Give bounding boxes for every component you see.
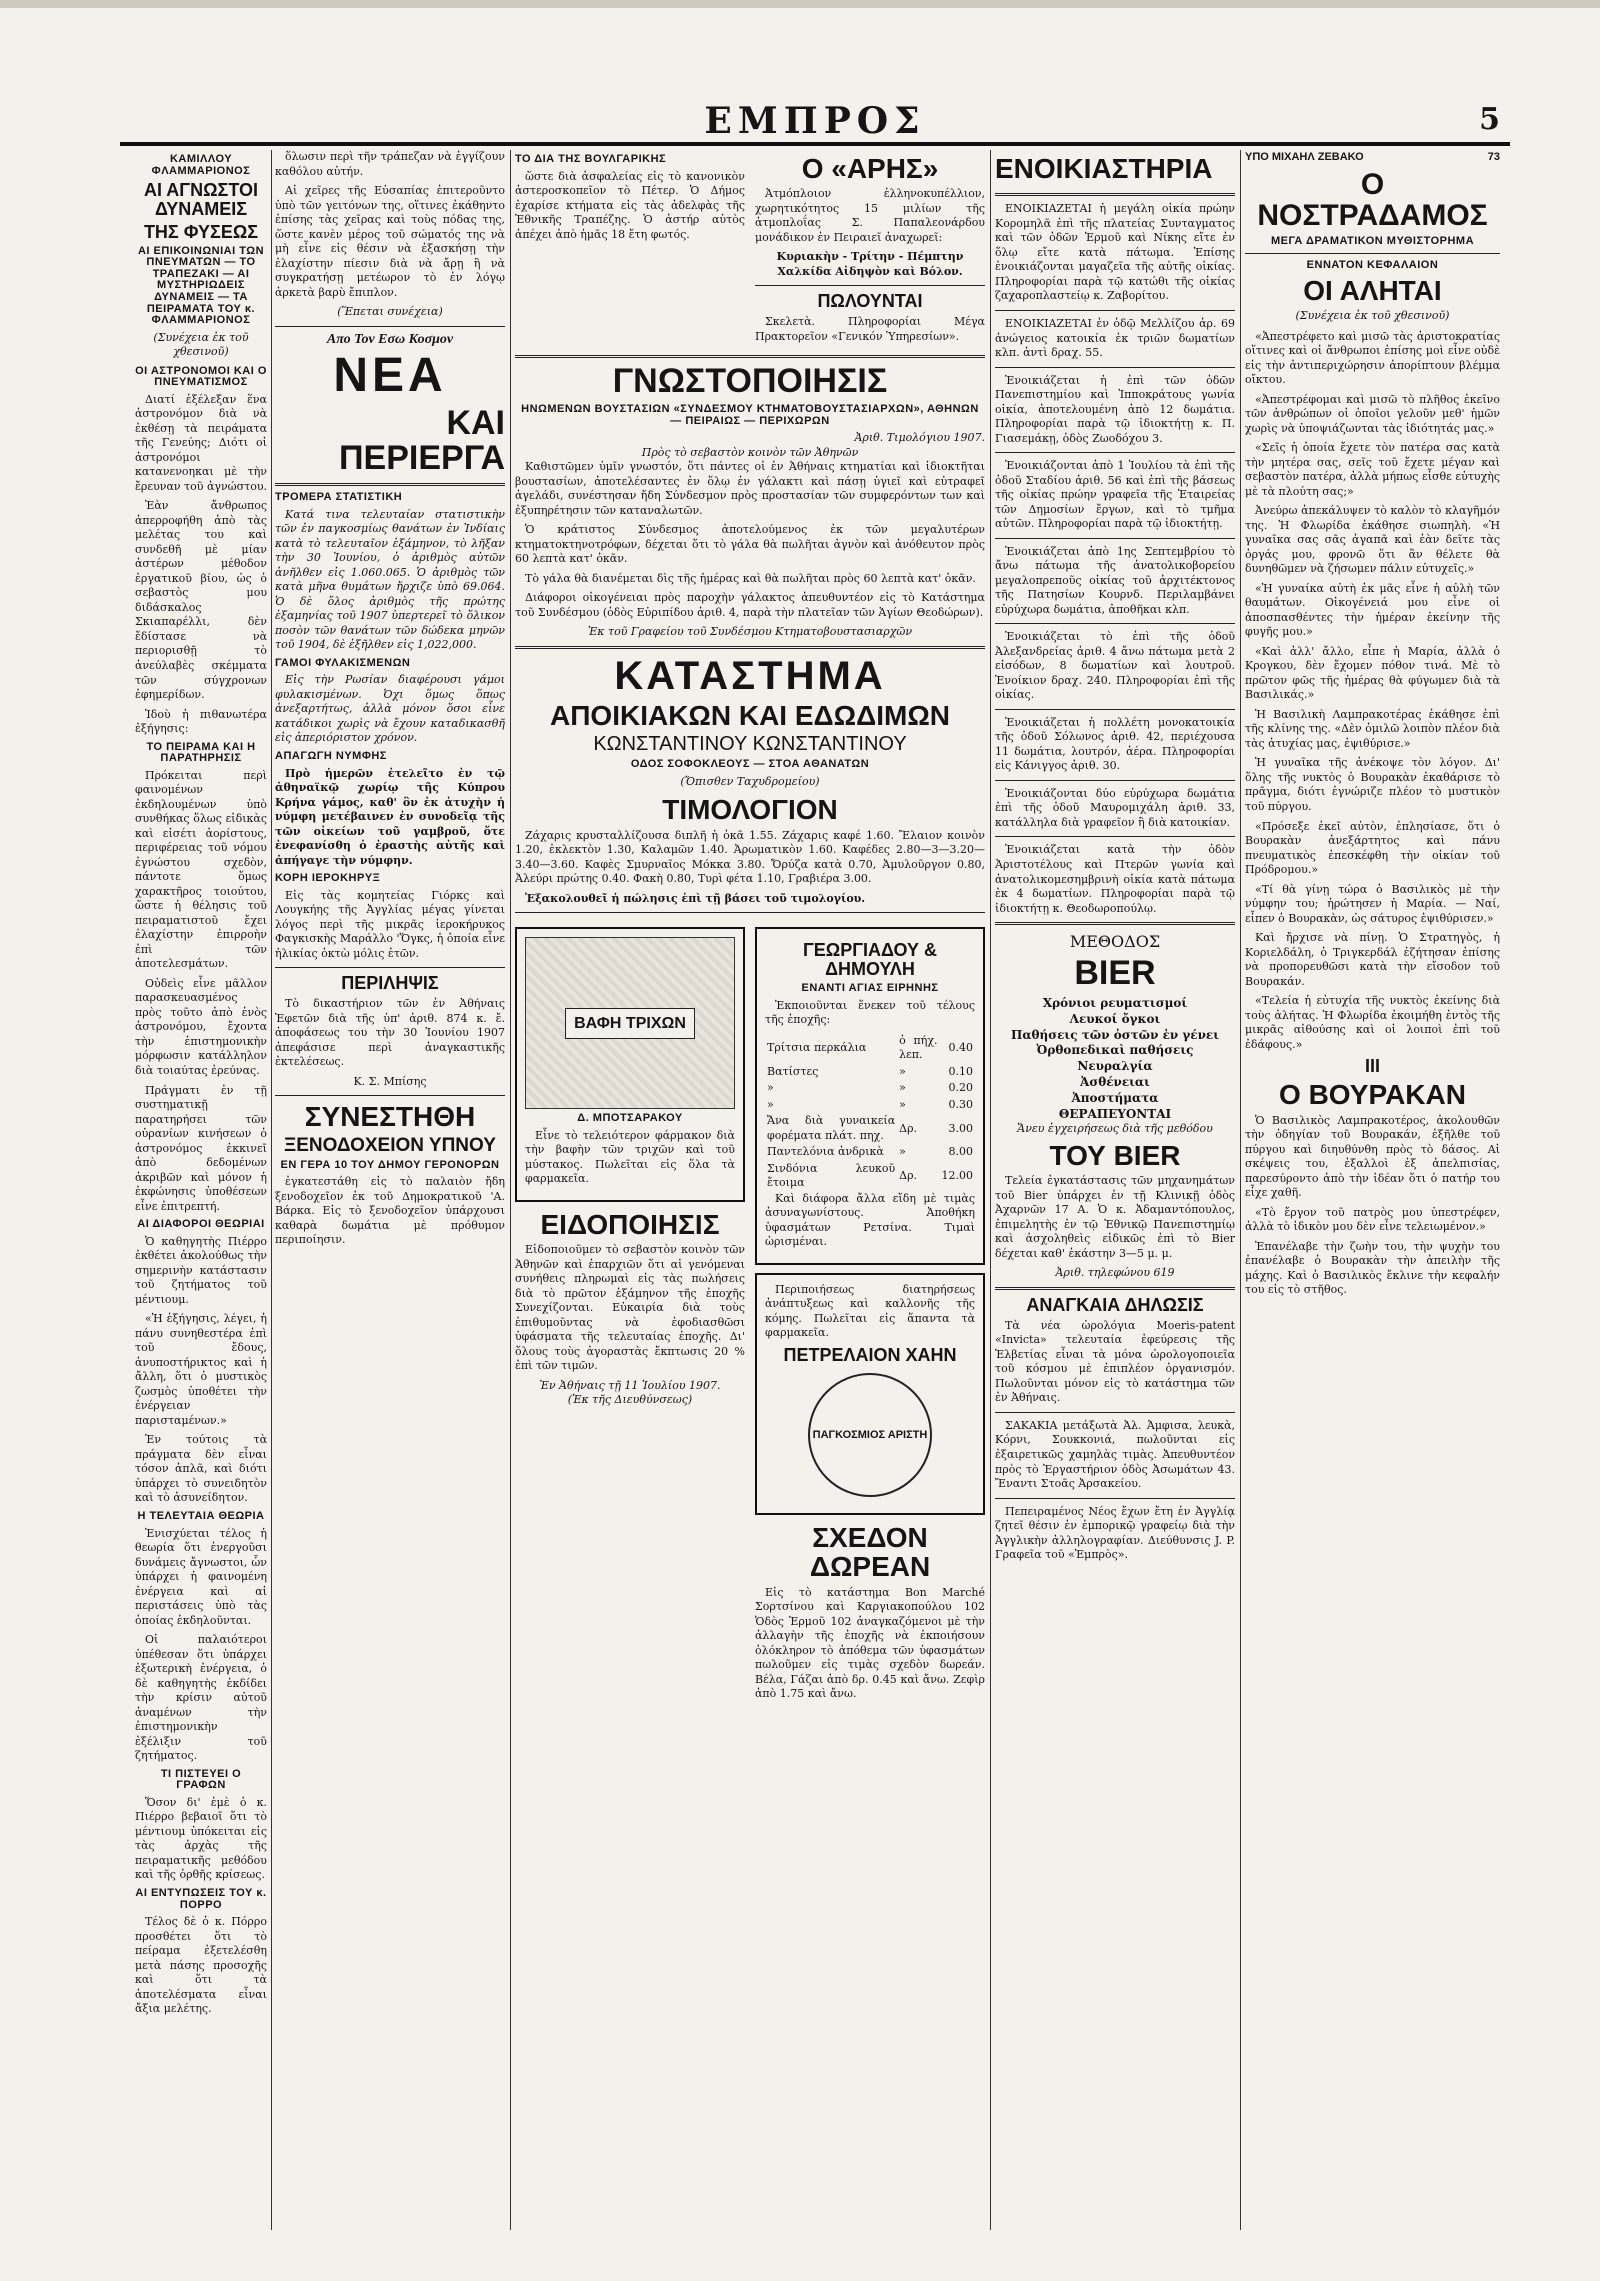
divider bbox=[995, 538, 1235, 539]
bier-condition: ΘΕΡΑΠΕΥΟΝΤΑΙ bbox=[1058, 1106, 1172, 1121]
price-cell: » bbox=[899, 1097, 906, 1111]
divider bbox=[995, 1498, 1235, 1499]
store-owner: ΚΩΝΣΤΑΝΤΙΝΟΥ ΚΩΝΣΤΑΝΤΙΝΟΥ bbox=[593, 733, 907, 756]
section-heading: ΤΙ ΠΙΣΤΕΥΕΙ Ο ΓΡΑΦΩΝ bbox=[160, 1767, 242, 1792]
price-cell: » bbox=[767, 1081, 774, 1095]
price-cell: » bbox=[899, 1145, 906, 1159]
paragraph: Ἐν τούτοις τὰ πράγματα δὲν εἶναι τόσον ἁπλᾶ, καὶ διότι ὑπάρχει τὸ συνειδητὸν καὶ τὸ ἀσυνείδητον. bbox=[135, 1433, 267, 1505]
ad-heading: ΣΥΝΕΣΤΗΘΗ bbox=[304, 1101, 476, 1133]
paragraph: «Ἀπεστρέφομαι καὶ μισῶ τὸ πλῆθος ἐκεῖνο τῶν ἀνθρώπων οἱ ὁποῖοι γελοῦν μεθ' ἡμῶν χωρὶς νὰ ὑποψιάζωνται τὰς ἰδιότητάς μας.» bbox=[1245, 392, 1500, 435]
paragraph: Πεπειραμένος Νέος ἔχων ἔτη ἐν Ἀγγλίᾳ ζητεῖ θέσιν ἐν ἐμπορικῷ γραφείῳ διὰ τὴν Ἀγγλικὴν ἀλληλογραφίαν. Διεύθυνσις J. P. Γραφεῖα τοῦ «Ἐμπρὸς». bbox=[995, 1504, 1235, 1562]
paragraph: «Ἀπεστρέφετο καὶ μισῶ τὰς ἀριστοκρατίας οἵτινες καὶ οἱ ἄνθρωποι ἐπίσης μοὶ εἶνε οὐδὲ εἰς τὴν ἀντιπεριχώρησιν ἀπορίπτουν βλέμμα οἴκτου. bbox=[1245, 329, 1500, 387]
seal-text: ΠΑΓΚΟΣΜΙΟΣ ΑΡΙΣΤΗ bbox=[812, 1428, 928, 1441]
divider bbox=[995, 367, 1235, 368]
store-location-note: (Ὄπισθεν Ταχυδρομείου) bbox=[680, 774, 820, 788]
paragraph: Ἐνοικιάζονται δύο εὐρύχωρα δωμάτια ἐπὶ τῆς ὁδοῦ Μαυρομιχάλη ἀριθ. 33, κατάλληλα διὰ γραφεῖον ἢ διὰ κατοικίαν. bbox=[995, 786, 1235, 829]
paragraph: Διατί ἐξέλεξαν ἕνα ἀστρονόμον διὰ νὰ ἐκθέσῃ τὰ πειράματα τῆς Γενεύης; Διότι οἱ ἀστρονόμοι κατανενοηκαι μὲ τὴν ἔρευναν τοῦ ἀγνώστου. bbox=[135, 392, 267, 493]
divider bbox=[515, 646, 985, 649]
store-heading: ΚΑΤΑΣΤΗΜΑ bbox=[614, 653, 886, 698]
divider bbox=[275, 326, 505, 327]
price-cell: Ἄνα διὰ γυναικεία φορέματα πλάτ. πηχ. bbox=[767, 1114, 896, 1142]
price-cell: Δρ. bbox=[899, 1121, 918, 1135]
announcement-heading: ΓΝΩΣΤΟΠΟΙΗΣΙΣ bbox=[612, 362, 888, 401]
paragraph: Ὅσον δι' ἐμὲ ὁ κ. Πιέρρο βεβαιοῖ ὅτι τὸ μέντιουμ ὑπόκειται εἰς τὰς ἀρχὰς τῆς πειραματικῆς μεθόδου καὶ τῆς ὀρθῆς κρίσεως. bbox=[135, 1795, 267, 1882]
textiles-ad bbox=[755, 927, 985, 1265]
paragraph: «Ἡ γυναίκα αὐτὴ ἐκ μᾶς εἶνε ἡ αὐλὴ τῶν θαυμάτων. Οἰκογένειά μου εἶνε οἱ ἀποσπασθέντες τὴν ἡμέραν ἐκείνην τῆς φυγῆς μου.» bbox=[1245, 581, 1500, 639]
bier-condition: Ὀρθοπεδικαὶ παθήσεις bbox=[1036, 1043, 1194, 1058]
divider bbox=[755, 285, 985, 286]
ad-heading-3: ΕΝ ΓΕΡΑ 10 ΤΟΥ ΔΗΜΟΥ ΓΕΡΟΝΟΡΩΝ bbox=[280, 1158, 500, 1171]
paragraph: Ἐπανέλαβε τὴν ζωὴν του, τὴν ψυχὴν του ἐπανέλαβε ὁ Βουρακὰν τὴν ἀπειλὴν τῆς μάχης. Καὶ ὁ Βασιλικὸς ἔκλινε τὴν κεφαλήν του εἰς τὸ στῆθος. bbox=[1245, 1239, 1500, 1297]
price-cell: 0.20 bbox=[948, 1081, 973, 1095]
bier-condition: Ἀποστήματα bbox=[1071, 1090, 1159, 1105]
chapter-title: ΟΙ ΑΛΗΤΑΙ bbox=[1303, 274, 1442, 306]
paragraph: «Τὸ ἔργον τοῦ πατρὸς μου ὑπεστρέφεν, ἀλλὰ τὸ ἰδικὸν μου δὲν εἶνε τελειωμένον.» bbox=[1245, 1205, 1500, 1234]
column-divider bbox=[271, 150, 272, 2230]
paragraph: Ὁ κράτιστος Σύνδεσμος ἀποτελούμενος ἐκ τῶν μεγαλυτέρων κτηματοκτηνοτρόφων, δέχεται ὅτι τὸ γάλα θὰ πωλῆται ἀγνὸν καὶ ἀνόθευτον πρὸς 60 λεπτὰ κατ' ὀκᾶν. bbox=[515, 523, 985, 566]
divider bbox=[275, 483, 505, 486]
price-cell: » bbox=[899, 1064, 906, 1078]
divider bbox=[995, 709, 1235, 710]
divider bbox=[995, 836, 1235, 837]
item-heading: ΓΑΜΟΙ ΦΥΛΑΚΙΣΜΕΝΩΝ bbox=[275, 656, 411, 669]
paragraph: «Καὶ ἀλλ' ἄλλο, εἶπε ἡ Μαρία, ἀλλὰ ὁ Κρογκου, δὲν ἔχομεν πόθον τινά. Μὲ τὸ πρῶτον φῶς τῆς ἡμέρας θὰ φύγωμεν διὰ τὰ Βασιλικάς.» bbox=[1245, 644, 1500, 702]
paragraph: Εἶνε τὸ τελειότερον φάρμακον διὰ τὴν βαφὴν τῶν τριχῶν καὶ τοῦ μύστακος. Πωλεῖται εἰς ὅλα τὰ φαρμακεῖα. bbox=[525, 1128, 735, 1186]
chapter-number: III bbox=[1364, 1056, 1380, 1077]
paragraph: Σκελετὰ. Πληροφορίαι Μέγα Πρακτορεῖον «Γενικόν Ὑπηρεσίων». bbox=[755, 315, 985, 343]
signature: Κ. Σ. Μπίσης bbox=[353, 1074, 427, 1088]
price-cell: ὁ πήχ. λεπ. bbox=[899, 1033, 938, 1062]
paragraph: Ἐνοικιάζεται ἡ ἐπὶ τῶν ὁδῶν Πανεπιστημίου καὶ Ἱπποκράτους γωνία οἰκία, ἀποτελουμένη ἀπὸ 12 δωμάτια. Πληροφορίαι παρὰ τῷ ἰδιοκτήτῃ κ. Π. Γιασεμάκῃ, ὁδὸς Ζωοδόχου 3. bbox=[995, 373, 1235, 445]
paragraph: Εἰδοποιοῦμεν τὸ σεβαστὸν κοινὸν τῶν Ἀθηνῶν καὶ ἐπαρχιῶν ὅτι αἱ γενόμεναι συνήθεις πληρωμαὶ εἰς τὰς πωλήσεις διὰ τὸ πρῶτον ἐξάμηνον τῆς ἐποχῆς Συνεχίζονται. Εὐκαιρία διὰ τοὺς ἐπιθυμοῦντας νὰ ἐφοδιασθῶσι ὑφάσματα τῆς τελευταίας ἐποχῆς. Δι' ὅλους τοὺς ἀγοραστὰς ἔκπτωσις 20 % ἐπὶ τῶν τιμῶν. bbox=[515, 1243, 745, 1373]
series-label: ΚΑΜΙΛΛΟΥ ΦΛΑΜΜΑΡΙΟΝΟΣ bbox=[151, 153, 251, 177]
price-row bbox=[765, 1064, 975, 1081]
bier-condition: Νευραλγία bbox=[1077, 1059, 1153, 1074]
paragraph: Εἰς τὰς κομητείας Γιόρκς καὶ Λουγκήης τῆς Ἀγγλίας μέγας γίνεται λόγος περὶ τῆς μικρᾶς ἱεροκήρυκος Φαγκισκὴς Μαράλλο 'Ὅγκς, ἡ ὁποία εἶνε ἡλικίας ὀκτὼ μόλις ἐτῶν. bbox=[275, 888, 505, 960]
divider bbox=[275, 967, 505, 968]
notice-date: Ἐν Ἀθήναις τῇ 11 Ἰουλίου 1907. bbox=[539, 1378, 721, 1392]
bier-condition: Ἀσθένειαι bbox=[1080, 1074, 1150, 1089]
scan-edge bbox=[0, 0, 1600, 8]
announcement-subheading: ΗΝΩΜΕΝΩΝ ΒΟΥΣΤΑΣΙΩΝ «ΣΥΝΔΕΣΜΟΥ ΚΤΗΜΑΤΟΒΟΥΣΤΑΣΙΑΡΧΩΝ», ΑΘΗΝΩΝ — ΠΕΙΡΑΙΩΣ — ΠΕΡΙΧΩΡΩΝ bbox=[521, 403, 979, 427]
paragraph: Ἐνισχύεται τέλος ἡ θεωρία ὅτι ἐνεργοῦσι δυνάμεις ἄγνωστοι, ὧν ὑπάρχει ἡ φαινομένη ἐνέργεια καὶ αἱ περιστάσεις ὑπὸ τὰς ὁποίας ἐκδηλοῦνται. bbox=[135, 1526, 267, 1627]
hair-dye-ad bbox=[515, 927, 745, 1202]
bier-condition: Χρόνιοι ρευματισμοί bbox=[1042, 995, 1188, 1010]
paragraph: ΣΑΚΑΚΙΑ μετάξωτὰ Ἀλ. Ἀμφισα, λευκὰ, Κόρνι, Σουκκονιά, πωλοῦνται εἰς ἐξαιρετικῶς χαμηλὰς τιμὰς. Ἀπευθυντέον πρὸς τὸ Ἐργαστήριον ὁδὸς Ἀσωμάτων 43. Ἔναντι Στοᾶς Ἀρσακείου. bbox=[995, 1418, 1235, 1491]
article-deck: ΑΙ ΕΠΙΚΟΙΝΩΝΙΑΙ ΤΩΝ ΠΝΕΥΜΑΤΩΝ — ΤΟ ΤΡΑΠΕΖΑΚΙ — ΑΙ ΜΥΣΤΗΡΙΩΔΕΙΣ ΔΥΝΑΜΕΙΣ — ΤΑ ΠΕΙΡΑΜΑΤΑ ΤΟΥ κ. ΦΛΑΜΜΑΡΙΟΝΟΣ bbox=[137, 244, 265, 327]
divider bbox=[995, 193, 1235, 196]
paragraph: Περιποιήσεως διατηρήσεως ἀνάπτυξεως καὶ καλλονῆς τῆς κόμης. Πωλεῖται εἰς ἅπαντα τὰ φαρμακεῖα. bbox=[765, 1282, 975, 1340]
notice-signature: (Ἐκ τῆς Διευθύνσεως) bbox=[567, 1393, 693, 1407]
paragraph: ὅλωσιν περὶ τῆν τράπεζαν νὰ ἐγγίζουν καθόλου αὐτήν. bbox=[275, 150, 505, 178]
column-divider bbox=[1240, 150, 1241, 2230]
author-line: ΥΠΟ ΜΙΧΑΗΛ ΖΕΒΑΚΟ bbox=[1245, 151, 1364, 163]
paragraph: Εἰς τὴν Ρωσίαν διαφέρουσι γάμοι φυλακισμένων. Ὀχι ὅμως ὅπως ἀνεξαρτήτως, ἀλλὰ μόνον ὅσοι εἶνε κατάδικοι χωρὶς νὰ ἔχουν καταδικασθῆ εἰς ἀπεριόριστον χρόνον. bbox=[275, 673, 505, 745]
announcement-address: Πρὸς τὸ σεβαστὸν κοινὸν τῶν Ἀθηνῶν bbox=[641, 445, 859, 459]
serial-subtitle: ΜΕΓΑ ΔΡΑΜΑΤΙΚΟΝ ΜΥΘΙΣΤΟΡΗΜΑ bbox=[1270, 234, 1475, 247]
seal-icon bbox=[808, 1373, 932, 1497]
hair-dye-maker: Δ. ΜΠΟΤΣΑΡΑΚΟΥ bbox=[577, 1112, 683, 1125]
store-address: ΟΔΟΣ ΣΟΦΟΚΛΕΟΥΣ — ΣΤΟΑ ΑΘΑΝΑΤΩΝ bbox=[630, 758, 870, 771]
paragraph: Τὸ γάλα θὰ διανέμεται δὶς τῆς ἡμέρας καὶ θὰ πωλῆται πρὸς 60 λεπτὰ κατ' ὀκᾶν. bbox=[525, 571, 976, 585]
rentals-heading: ΕΝΟΙΚΙΑΣΤΗΡΙΑ bbox=[995, 153, 1213, 184]
item-heading: ΚΟΡΗ ΙΕΡΟΚΗΡΥΞ bbox=[275, 872, 381, 885]
paragraph: Ὁ Βασιλικὸς Λαμπρακοτέρος, ἀκολουθῶν τὴν ὁδηγίαν τοῦ Βουρακάν, ἐξῆλθε τοῦ πύργου καὶ διηυθύνθη πρὸς τὸ δάσος. Αἱ σκέψεις του, ἐξαλλοὶ ἐξ ἀπελπισίας, παρεσύροντο ἀπὸ τὴν ἰδέαν ὅτι ὁ πατήρ του εἶχε χαθῆ. bbox=[1245, 1113, 1500, 1200]
paragraph: Πρόκειται περὶ φαινομένων ἐκδηλουμένων ὑπὸ συνθήκας ὅλως εἰδικὰς καὶ εἰσέτι ἀορίστους, περιφέρειας τοῦ νόμου ἐγνώστου σχεδὸν, πάντοτε ὅμως χαρακτῆρος τοιούτου, ὥστε ἡ θέλησις τοῦ πειραματιστοῦ ἔχει ἐλαχίστην ἐπιρροὴν ἐπὶ τῶν ἀποτελεσμάτων. bbox=[135, 768, 267, 971]
paragraph: Ἐνοικιάζονται ἀπὸ 1 Ἰουλίου τὰ ἐπὶ τῆς ὁδοῦ Σταδίου ἀριθ. 56 καὶ ἐπὶ τῆς βάσεως τῆς οἰκίας πρώην γραφεῖα τῆς Ἑταιρείας τῶν Δημοσίων ἔργων, καὶ τὸ τμῆμα αὐτῶν. Πληροφορίαι παρὰ τῷ ἰδιοκτήτῃ. bbox=[995, 459, 1235, 531]
paragraph: Τὰ νέα ὡρολόγια Moeris-patent «Invicta» τελευταία ἐφεύρεσις τῆς Ἑλβετίας εἶναι τὰ μόνα ὡρολογοποιεῖα τοῦ κόσμου μὲ ἐπιπλέον ὀργανισμόν. Πωλοῦνται μόνον εἰς τὸ κατάστημα τῶν ἐν Ἀθήναις. bbox=[995, 1318, 1235, 1405]
paragraph: ὥστε διὰ ἀσφαλείας εἰς τὸ κανονικὸν ἀστεροσκοπεῖον τὸ Πέτερ. Ὁ Δήμος ἐχαρίσε κτήματα εἰς τὰς ἀδελφὰς τῆς Ἐθνικῆς Τραπέζης. Ὁ ἀστήρ αὐτὸς ἀπέχει ἀπὸ ἡμᾶς 18 ἔτη φωτός. bbox=[515, 169, 745, 241]
price-cell: 0.10 bbox=[948, 1064, 973, 1078]
textiles-location: ΕΝΑΝΤΙ ΑΓΙΑΣ ΕΙΡΗΝΗΣ bbox=[801, 982, 939, 995]
price-list-heading: ΤΙΜΟΛΟΓΙΟΝ bbox=[662, 794, 838, 826]
section-kicker: Απο Τον Εσω Κοσμον bbox=[326, 331, 454, 347]
petroleum-heading: ΠΕΤΡΕΛΑΙΟΝ ΧΑΗΝ bbox=[783, 1344, 957, 1365]
price-row bbox=[765, 1097, 975, 1114]
portrait-illustration bbox=[525, 937, 735, 1109]
aris-days: Κυριακὴν - Τρίτην - Πέμπτην bbox=[776, 250, 964, 264]
paragraph: Ὁ καθηγητὴς Πιέρρο ἐκθέτει ἀκολούθως τὴν σημερινὴν κατάστασιν τοῦ ζητήματος τοῦ μέντιουμ. bbox=[135, 1234, 267, 1306]
chapter-label: ΕΝΝΑΤΟΝ ΚΕΦΑΛΑΙΟΝ bbox=[1306, 259, 1439, 272]
divider bbox=[995, 452, 1235, 453]
paragraph: Ἡ γυναῖκα τῆς ἀνέκοψε τὸν λόγον. Δι' ὅλης τῆς νυκτὸς ὁ Βουρακὰν ἐκαθάρισε τὸ πρᾶγμα, διότι ἐγνώριζε πλέον τὸ μυστικὸν τοῦ πύργου. bbox=[1245, 756, 1500, 813]
textiles-heading: ΓΕΩΡΓΙΑΔΟΥ & ΔΗΜΟΥΛΗ bbox=[802, 940, 938, 980]
price-cell: Παντελόνια ἀνδρικὰ bbox=[767, 1145, 884, 1159]
divider bbox=[995, 922, 1235, 925]
section-heading: ΑΙ ΔΙΑΦΟΡΟΙ ΘΕΩΡΙΑΙ bbox=[137, 1218, 265, 1231]
aris-heading: Ο «ΑΡΗΣ» bbox=[801, 153, 939, 184]
paragraph: ΕΝΟΙΚΙΑΖΕΤΑΙ ἐν ὁδῷ Μελλίζου ἀρ. 69 ἀνώγειος κατοικία ἐκ τριῶν δωματίων κλπ. ἀντὶ δραχ. 55. bbox=[995, 317, 1235, 360]
bier-conditions bbox=[995, 996, 1235, 1123]
paragraph: Ἐξακολουθεῖ ἡ πώλησις ἐπὶ τῇ βάσει τοῦ τιμολογίου. bbox=[525, 891, 866, 905]
paragraph: «Τελεία ἡ εὐτυχία τῆς νυκτὸς ἐκείνης διὰ τοὺς ἀλήτας. Ἡ Φλωρίδα ἐκοιμήθη ἐντὸς τῆς μικρᾶς αἰθούσης καὶ οἱ λοιποὶ ἐπὶ τοῦ ἐδάφους.» bbox=[1245, 994, 1500, 1051]
sale-heading: ΠΩΛΟΥΝΤΑΙ bbox=[817, 291, 923, 312]
page-number: 5 bbox=[1479, 102, 1500, 137]
notice-heading: ΕΙΔΟΠΟΙΗΣΙΣ bbox=[540, 1208, 720, 1240]
masthead bbox=[120, 100, 1510, 140]
paragraph: Πρὸ ἡμερῶν ἐτελεῖτο ἐν τῷ ἀθηναϊκῷ χωρίῳ τῆς Κύπρου Κρήνα γάμος, καθ' ὃν ἐκ ἀτυχὴν ἡ νύμφη μετέβαινεν ἐν συνοδεῖᾳ τῆς τῶν οἰκείων τοῦ γαμβροῦ, ὅτε ἐνεφανίσθη ὁ ἐραστὴς αὐτῆς καὶ ἀπήγαγε τὴν νύμφην. bbox=[275, 766, 505, 867]
price-cell: 0.30 bbox=[948, 1097, 973, 1111]
chapter-title-2: Ο ΒΟΥΡΑΚΑΝ bbox=[1279, 1079, 1466, 1111]
paragraph: Διάφοροι οἰκογένειαι πρὸς παροχὴν γάλακτος ἀπευθυντέον εἰς τὸ Κατάστημα τοῦ Συνδέσμου (ὁδὸς Εὐριπίδου ἀριθ. 4, παρὰ τὴν πλατεῖαν τῶν Ἁγίων Θεοδώρων). bbox=[515, 591, 985, 619]
price-cell: 12.00 bbox=[941, 1169, 973, 1183]
column-divider bbox=[990, 150, 991, 2230]
paragraph: Ἐνοικιάζεται κατὰ τὴν ὁδὸν Ἀριστοτέλους καὶ Πτερῶν γωνία καὶ ἀνατολικομεσημβρινὴ οἰκία κατὰ πάτωμα ἐκ 4 δωματίων. Πληροφορίαι παρὰ τῷ ἰδιοκτήτῃ κ. Θεοδωροπούλῳ. bbox=[995, 843, 1235, 915]
bier-subline: Ἄνευ ἐγχειρήσεως διὰ τῆς μεθόδου bbox=[1017, 1122, 1213, 1136]
price-table bbox=[765, 1033, 975, 1192]
section-heading: ΤΟ ΠΕΙΡΑΜΑ ΚΑΙ Η ΠΑΡΑΤΗΡΗΣΙΣ bbox=[146, 740, 256, 765]
paragraph: «Σεῖς ἡ ὁποία ἔχετε τὸν πατέρα σας κατὰ τὴν μητέρα σας, σεῖς τοῦ ἔχετε μέγαν καὶ σεβαστὸν πατέρα, ἀλλὰ μήπως εἶσθε εὐτυχὴς μὲ τὰ πλούτη σας;» bbox=[1245, 441, 1500, 498]
price-cell: Σινδόνια λευκοῦ ἔτοιμα bbox=[767, 1161, 896, 1190]
paragraph: Ἐὰν ἄνθρωπος ἀπερροφήθη ἀπὸ τὰς μελέτας του καὶ συνδεθῆ μὲ μίαν ἀστέρων μέθοδον ἐργατικοῦ βίου, ὡς ὁ σεβαστὸς μου διδάσκαλος Σκιαπαρέλλι, δὲν ἔδίστασε νὰ περιορισθῇ τὸ ἀνεύλαβὲς σκέμματα τῶν σύγχρονων ἐφημερίδων. bbox=[135, 499, 267, 702]
divider bbox=[995, 623, 1235, 624]
price-cell: Δρ. bbox=[899, 1169, 918, 1183]
aris-destination: Χαλκίδα Αἰδηψὸν καὶ Βόλον. bbox=[777, 264, 963, 278]
price-row bbox=[765, 1144, 975, 1161]
divider bbox=[995, 1412, 1235, 1413]
paragraph: «Τί θὰ γίνῃ τώρα ὁ Βασιλικὸς μὲ τὴν νύμφην του; ἡρώτησεν ἡ Μαρία. — Ναί, εἶπεν ὁ Βουρακὰν, ὡς σάτυρος ἐψιθύρισεν.» bbox=[1245, 882, 1500, 925]
announcement-date: Ἀριθ. Τιμολόγιου 1907. bbox=[854, 431, 985, 445]
paragraph: Ἐνοικιάζεται ἡ πολλέτη μονοκατοικία τῆς ὁδοῦ Σόλωνος ἀριθ. 42, περιέχουσα 11 δωμάτια, λουτρόν, ἀέρα. Πληροφορίαι εἰς Κάνιγγος ἀριθ. 30. bbox=[995, 715, 1235, 773]
paragraph: Ἡ Βασιλικὴ Λαμπρακοτέρας ἐκάθησε ἐπὶ τῆς κλίνης της. «Δὲν ὁμιλῶ λοιπὸν πλέον διὰ τὰς ἀτυχίας μας, ἐψιθύρισε.» bbox=[1245, 707, 1500, 750]
divider bbox=[515, 912, 985, 913]
divider bbox=[275, 1095, 505, 1096]
serial-title: Ο ΝΟΣΤΡΑΔΑΜΟΣ bbox=[1257, 167, 1488, 233]
price-row bbox=[765, 1080, 975, 1097]
paragraph: Αἱ χεῖρες τῆς Εὐσαπίας ἐπιτεροῦντο ὑπὸ τῶν γειτόνων της, οἵτινες ἐκάθηντο ἐπίσης τὰς χεῖρας καὶ τοὺς πόδας της, ὥστε κανὲν μέρος τοῦ σώματός της νὰ μὴ εἶνε εἰς θέσιν νὰ ἐξασκήσῃ τὴν ἐλαχίστην πίεσιν διὰ νὰ ἄρῃ ἢ νὰ συγκρατήσῃ μετέωρον τὸ ἐν λόγῳ ἀρκετὰ βαρὺ ἔπιπλον. bbox=[275, 184, 505, 299]
paragraph: Οἱ παλαιότεροι ὑπέθεσαν ὅτι ὑπάρχει ἐξωτερικὴ ἐνέργεια, ὁ δὲ καθηγητὴς ἐκδίδει τὴν κρίσιν αὐτοῦ ἀναμένων τὴν ἐπιστημονικὴν ἐξέλιξιν τοῦ ζητήματος. bbox=[135, 1633, 267, 1763]
price-cell: Βατίστες bbox=[767, 1064, 819, 1078]
divider bbox=[995, 1287, 1235, 1290]
installment-number: 73 bbox=[1487, 151, 1500, 163]
price-cell: Τρίτσια περκάλια bbox=[767, 1040, 867, 1054]
announcement-signature: Ἐκ τοῦ Γραφείου τοῦ Συνδέσμου Κτηματοβουστασιαρχῶν bbox=[587, 625, 913, 639]
price-cell: » bbox=[899, 1081, 906, 1095]
paragraph: Οὐδεὶς εἶνε μᾶλλον παρασκευασμένος πρὸς τοῦτο ἀπὸ ἐνὸς ἀστρονόμου, ἔχοντα τὴν ἐπιστημονικὴν μόρφωσιν κατάλληλον διὰ τοιαύτας ἐρεύνας. bbox=[135, 976, 267, 1077]
item-heading: ΤΟ ΔΙΑ ΤΗΣ ΒΟΥΛΓΑΡΙΚΗΣ bbox=[515, 153, 667, 165]
paragraph: Ἐνοικιάζεται ἀπὸ 1ης Σεπτεμβρίου τὸ ἄνω πάτωμα τῆς ἀνατολικοβορείου μεγαλοπρεποῦς οἰκίας τοῦ ἀρχιτέκτονος τῆς Πατησίων Κουρνδ. Περιλαμβάνει εὐρύχωρα δωμάτια, ἀποθῆκαι κλπ. bbox=[995, 544, 1235, 616]
ad-heading-2: ΞΕΝΟΔΟΧΕΙΟΝ ΥΠΝΟΥ bbox=[284, 1134, 496, 1156]
divider bbox=[995, 310, 1235, 311]
free-heading: ΣΧΕΔΟΝ ΔΩΡΕΑΝ bbox=[809, 1521, 931, 1583]
bier-condition: Λευκοί ὄγκοι bbox=[1069, 1011, 1161, 1026]
paragraph: ΕΝΟΙΚΙΑΖΕΤΑΙ ἡ μεγάλη οἰκία πρώην Κορομηλᾶ ἐπὶ τῆς πλατείας Συνταγματος καὶ τῶν ὁδῶν Ἑρμοῦ καὶ Νίκης εἴτε ἐν ὅλῳ εἴτε κατὰ πάτωμα. Ἐπίσης ἐνοικιάζονται μαγαζεῖα τῆς αὐτῆς οἰκίας. Πληροφορίαι παρὰ τῷ κατώθι τῆς οἰκίας ζαχαροπλαστείῳ κ. Ζαβορίτου. bbox=[995, 202, 1235, 303]
paragraph: Καὶ διάφορα ἄλλα εἴδη μὲ τιμὰς ἀσυναγωνίστους. Ἀποθήκη ὑφασμάτων Ρετσίνα. Τιμαὶ ὡρισμέναι. bbox=[765, 1191, 975, 1249]
declaration-heading: ΑΝΑΓΚΑΙΑ ΔΗΛΩΣΙΣ bbox=[1026, 1294, 1204, 1315]
continued-note: (Συνέχεια ἐκ τοῦ χθεσινοῦ) bbox=[153, 330, 249, 359]
article-title: ΑΙ ΑΓΝΩΣΤΟΙ ΔΥΝΑΜΕΙΣ bbox=[143, 180, 259, 219]
paragraph: Ἰδοὺ ἡ πιθανωτέρα ἐξήγησις: bbox=[135, 707, 267, 736]
article-title-2: ΤΗΣ ΦΥΣΕΩΣ bbox=[143, 221, 259, 242]
paragraph: Ἐνοικιάζεται τὸ ἐπὶ τῆς ὁδοῦ Ἀλεξανδρείας ἀριθ. 4 ἄνω πάτωμα μετὰ 2 εἰσόδων, 8 δωματίων καὶ λουτροῦ. Ἐνοίκιον δραχ. 240. Πληροφορίαι ἐπὶ τῆς οἰκίας. bbox=[995, 630, 1235, 702]
continued-note: (Συνέχεια ἐκ τοῦ χθεσινοῦ) bbox=[1295, 309, 1450, 322]
paragraph: Κατά τινα τελευταίαν στατιστικὴν τῶν ἐν παγκοσμίως θανάτων ἐν Ἰνδίαις κατὰ τὸ τελευταῖον ἑξάμηνον, τὸ λῆξαν τὴν 30 Ἰουνίου, ὁ ἀριθμὸς αὐτῶν ἀνῆλθεν εἰς 1.060.065. Ὁ ἀριθμὸς τῶν κατὰ μῆνα θυμάτων ἤρχιζε ὑπὸ 69.064. Ὁ δὲ ὅλος ἀριθμὸς τῆς πρώτης ἑξαμηνίας τοῦ 1907 ὑπερτερεῖ τὸ ὅλικον ποσὸν τῶν θανάτων τῶν δώδεκα μηνῶν τοῦ 1904, δὲ ἐξῆλθεν εἰς 1,022,000. bbox=[275, 507, 505, 652]
price-row bbox=[765, 1161, 975, 1192]
price-row bbox=[765, 1113, 975, 1144]
nea-heading: ΝΕΑ bbox=[333, 349, 447, 403]
paragraph: Τελεία ἐγκατάστασις τῶν μηχανημάτων τοῦ Bier ὑπάρχει ἐν τῇ Κλινικῇ ὁδὸς Ἀχαρνῶν 17 Α. Ὁ κ. Ἀδαμαντόπουλος, ἐπιμελητὴς ἐν τῷ Ἐθνικῷ Πανεπιστημίῳ καὶ ἀσχοληθεὶς εἰδικῶς ἐπὶ τὸ Bier δέχεται καθ' ἑκάστην 3—5 μ. μ. bbox=[995, 1174, 1235, 1260]
bier-heading: BIER bbox=[1074, 954, 1156, 993]
bier-heading-2: ΤΟΥ BIER bbox=[1049, 1139, 1181, 1171]
newspaper-title: ΕΜΠΡΟΣ bbox=[704, 100, 926, 142]
paragraph: «Πρόσεξε ἐκεῖ αὐτὸν, ἐπλησίασε, ὅτι ὁ Βουρακὰν ἀνεξάρτητος καὶ πάνυ πνευματικὸς ἐπεσκέφθη τὴν οἰκίαν τοῦ Πρόδρομου.» bbox=[1245, 819, 1500, 877]
section-heading: ΟΙ ΑΣΤΡΟΝΟΜΟΙ ΚΑΙ Ο ΠΝΕΥΜΑΤΙΣΜΟΣ bbox=[135, 364, 267, 389]
divider bbox=[515, 355, 985, 358]
item-heading: ΤΡΟΜΕΡΑ ΣΤΑΤΙΣΤΙΚΗ bbox=[275, 491, 403, 504]
continued-note: (Ἕπεται συνέχεια) bbox=[337, 305, 443, 319]
item-heading: ΑΠΑΓΩΓΗ ΝΥΜΦΗΣ bbox=[275, 749, 387, 762]
column-divider bbox=[510, 150, 511, 2230]
paragraph: Ἐκποιοῦνται ἕνεκεν τοῦ τέλους τῆς ἐποχῆς: bbox=[765, 998, 975, 1027]
paragraph: ἐγκατεστάθη εἰς τὸ παλαιὸν ἤδη ξενοδοχεῖον ἐκ τοῦ Δημοκρατικοῦ 'Α. Βάρκα. Εἰς τὸ ξενοδοχεῖον ὑπάρχουσι καθαρὰ δωμάτια μὲ πρόθυμον περιποίησιν. bbox=[275, 1175, 505, 1247]
divider bbox=[1245, 253, 1500, 254]
column-serial bbox=[1245, 150, 1500, 2230]
section-heading: ΠΕΡΙΛΗΨΙΣ bbox=[341, 973, 439, 994]
petroleum-ad bbox=[755, 1273, 985, 1515]
divider bbox=[995, 780, 1235, 781]
paragraph: Καθιστῶμεν ὑμῖν γνωστόν, ὅτι πάντες οἱ ἐν Ἀθήναις κτηματίαι καὶ ἰδιοκτῆται βουστασίων, ἀποτελέσαντες ἐν ὅλῳ ἐν γάλακτι καὶ πάσῃ ὑγιεῖ καὶ εὐτραφεῖ ἀγελάδι, συνέστησαν ἤδη Σύνδεσμον πρὸς προστασίαν τῶν συμφερόντων των καὶ ἐξυπηρέτησιν τῶν καταναλωτῶν. bbox=[515, 460, 985, 517]
column-rentals bbox=[995, 150, 1235, 2230]
section-heading: ΑΙ ΕΝΤΥΠΩΣΕΙΣ ΤΟΥ κ. ΠΟΡΡΟ bbox=[135, 1886, 267, 1911]
paragraph: Καὶ ἤρχισε νὰ πίνῃ. Ὁ Στρατηγὸς, ἡ Κοριελδάλη, ὁ Τριγκερδάλ ἐζήτησαν ἐπίσης νὰ προπορευθῶσι κατὰ τὴν εἴσοδον τοῦ Βουρακάν. bbox=[1245, 931, 1500, 988]
bier-method-label: ΜΕΘΟΔΟΣ bbox=[1069, 932, 1161, 952]
price-cell: 8.00 bbox=[948, 1145, 973, 1159]
bier-phone: Ἀριθ. τηλεφώνου 619 bbox=[1055, 1266, 1175, 1280]
paragraph: Τὸ δικαστήριον τῶν ἐν Ἀθήναις Ἐφετῶν διὰ τῆς ὑπ' ἀριθ. 874 κ. ἔ. ἀποφάσεως του τὴν 30 Ἰουνίου 1907 ἀπεφάσισε περὶ ἀναγκαστικῆς ἐκτελέσεως. bbox=[275, 997, 505, 1069]
paragraph: Ζάχαρις κρυσταλλίζουσα διπλῆ ἡ ὀκᾶ 1.55. Ζάχαρις καφέ 1.60. Ἔλαιον κοινὸν 1.20, ἐκλεκτὸν 1.30, Καλαμῶν 1.40. Ἀρωματικὸν 1.60. Καφέδες 2.80—3—3.20—3.40—3.60. Καφὲς Σμυρναῖος Μόκκα 3.80. Ὄρύζα κατὰ 0.70, Ἀμυλοῦργον 0.80, Ἀλεύρι πρώτης 0.40. Φακὴ 0.80, Τυρὶ φέτα 1.10, Γραβιέρα 3.00. bbox=[515, 828, 985, 886]
paragraph: Ἀτμόπλοιον ἐλληνοκυπέλλιον, χωρητικότητος 15 μιλίων τῆς ἀτμοπλοΐας Σ. Παπαλεονάρδου μονάδικον ἐν Πειραιεῖ ἀναχωρεῖ: bbox=[755, 187, 985, 244]
hair-dye-title: ΒΑΦΗ ΤΡΙΧΩΝ bbox=[565, 1008, 695, 1039]
column-ads-center bbox=[515, 150, 985, 2230]
paragraph: Πράγματι ἐν τῇ συστηματικῇ παρατηρήσει τῶν οὐρανίων κινήσεων ὁ ἀστρονόμος ἐκκινεῖ ἀπὸ δεδομένων ἀκριβῶν καὶ μόνον ἡ ἐκφώνησις ὑποθέσεων εἶνε ἐπιτρεπτή. bbox=[135, 1083, 267, 1213]
paragraph: «Ἡ ἐξήγησις, λέγει, ἡ πάνυ συνηθεστέρα ἐπὶ τοῦ ἔδους, ἀνυποστήρικτος καὶ ἡ ἄλλη, ὅτι ὁ μυστικὸς ζωσμὸς ὑποθέτει τὴν ἐνέργειαν παρισταμένων.» bbox=[135, 1312, 267, 1427]
section-heading: Η ΤΕΛΕΥΤΑΙΑ ΘΕΩΡΙΑ bbox=[137, 1509, 265, 1522]
store-heading-2: ΑΠΟΙΚΙΑΚΩΝ ΚΑΙ ΕΔΩΔΙΜΩΝ bbox=[549, 699, 951, 731]
masthead-rule bbox=[120, 142, 1510, 146]
paragraph: Εἰς τὸ κατάστημα Bon Marché Σορτσίνου καὶ Καργιακοπούλου 102 Ὁδὸς Ἑρμοῦ 102 ἀναγκαζόμενοι μὲ τὴν ἀλλαγὴν τῆς ἐποχῆς νὰ ἐκποιήσουν ὁλόκληρον τὸ ἀπόθεμα τῶν ὑφασμάτων πωλοῦμεν εἰς τιμὰς σχεδὸν δωρεάν. Βέλα, Γάζαι ἀπὸ δρ. 0.45 καὶ ἄνω. Ζεφὶρ ἀπὸ 1.75 καὶ ἄνω. bbox=[755, 1585, 985, 1701]
column-flammarion bbox=[135, 150, 267, 2230]
price-cell: » bbox=[767, 1097, 774, 1111]
price-cell: 0.40 bbox=[948, 1040, 973, 1054]
paragraph: Τέλος δὲ ὁ κ. Πόρρο προσθέτει ὅτι τὸ πείραμα ἐξετελέσθη μετὰ πάσης προσοχῆς καὶ ὅτι τὰ ἀποτελέσματα εἶναι ἄξια μελέτης. bbox=[135, 1915, 267, 2016]
paragraph: Ἀνεύρω ἀπεκάλυψεν τὸ καλὸν τὸ κλαγῆμόν της. Ἡ Φλωρίδα ἐκάθησε σιωπηλὴ. «Ἡ γυναῖκα σας σᾶς ἀγαπᾶ καὶ ἐὰν δεῖτε τὰς ὀργάς μου, φρονῶ ὅτι ἂν θέλετε θὰ δυνηθῶμεν νὰ ζήσωμεν πάλιν εὐτυχεῖς.» bbox=[1245, 504, 1500, 576]
column-news bbox=[275, 150, 505, 2230]
price-cell: 3.00 bbox=[948, 1121, 973, 1135]
perierga-heading: ΚΑΙ ΠΕΡΙΕΡΓΑ bbox=[339, 403, 505, 478]
bier-condition: Παθήσεις τῶν ὀστῶν ἐν γένει bbox=[1010, 1027, 1220, 1042]
price-row bbox=[765, 1033, 975, 1064]
